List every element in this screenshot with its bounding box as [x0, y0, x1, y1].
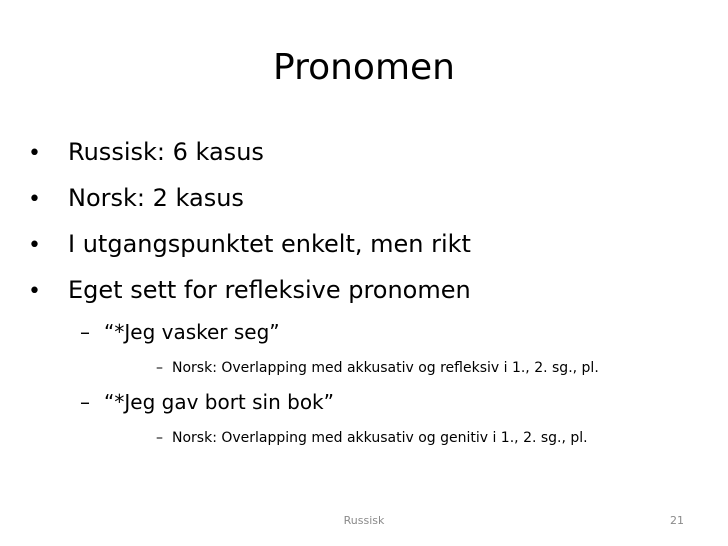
bullet-marker: •	[28, 187, 41, 212]
sub-sub-bullet-item	[156, 428, 588, 448]
bullet-text: I utgangspunktet enkelt, men rikt	[68, 230, 471, 258]
sub-sub-bullet-text: Norsk: Overlapping med akkusativ og refleksiv i 1., 2. sg., pl.	[172, 360, 599, 376]
footer-label: Russisk	[343, 514, 385, 527]
sub-bullet-item	[80, 388, 334, 416]
bullet-text: Eget sett for refleksive pronomen	[68, 276, 471, 304]
bullet-marker: •	[28, 141, 41, 166]
bullet-text: Russisk: 6 kasus	[68, 138, 264, 166]
bullet-marker: •	[28, 279, 41, 304]
sub-bullet-item	[80, 318, 280, 346]
slide-title: Pronomen	[273, 47, 455, 88]
bullet-item	[28, 228, 471, 262]
sub-bullet-text: “*Jeg gav bort sin bok”	[104, 390, 334, 414]
sub-sub-bullet-text: Norsk: Overlapping med akkusativ og genitiv i 1., 2. sg., pl.	[172, 430, 588, 446]
sub-sub-bullet-item	[156, 358, 599, 378]
bullet-marker: –	[156, 360, 163, 376]
bullet-marker: –	[80, 320, 90, 344]
bullet-text: Norsk: 2 kasus	[68, 184, 244, 212]
page-number: 21	[670, 514, 684, 527]
bullet-item	[28, 136, 264, 170]
bullet-item	[28, 274, 471, 308]
bullet-marker: –	[156, 430, 163, 446]
sub-bullet-text: “*Jeg vasker seg”	[104, 320, 280, 344]
bullet-marker: –	[80, 390, 90, 414]
bullet-item	[28, 182, 244, 216]
bullet-marker: •	[28, 233, 41, 258]
